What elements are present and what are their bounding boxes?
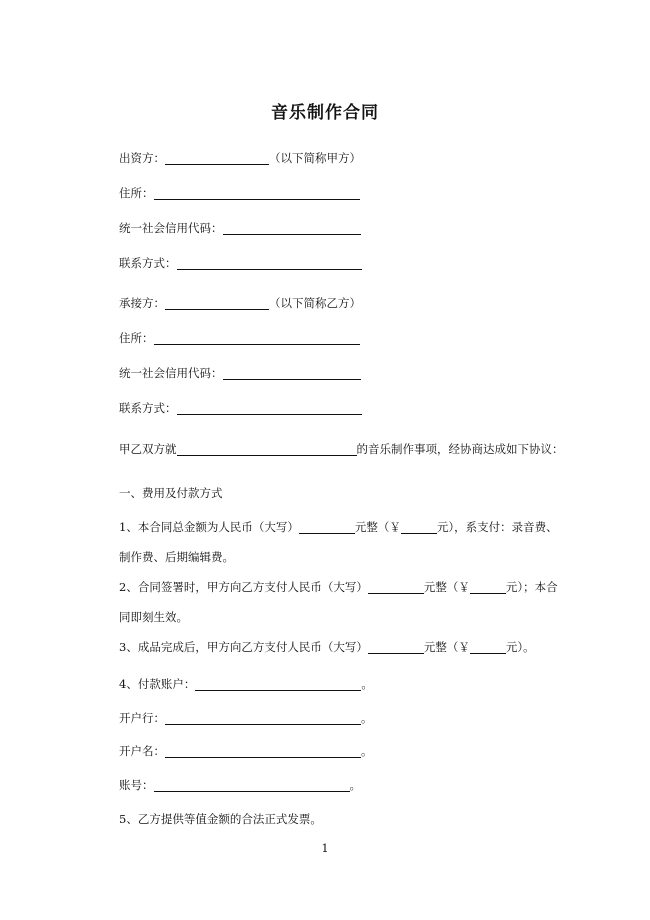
- bank-row: [119, 709, 373, 727]
- item-1-amount-words-field[interactable]: [299, 520, 355, 534]
- section-heading: 一、费用及付款方式: [119, 486, 223, 500]
- payment-account-label: 4、付款账户：: [119, 677, 196, 691]
- item-1-text-b: 元整（￥: [354, 520, 401, 534]
- item-3-text-b: 元整（￥: [423, 640, 470, 654]
- party-a-contact-label: 联系方式：: [119, 256, 177, 270]
- project-name-field[interactable]: [177, 442, 357, 456]
- party-b-address-label: 住所：: [119, 331, 154, 345]
- account-no-end: 。: [349, 778, 361, 792]
- party-b-address-row: [119, 329, 360, 347]
- item-3: [119, 638, 535, 656]
- party-b-name-label: 承接方：: [119, 296, 165, 310]
- item-2-text-a: 2、合同签署时，甲方向乙方支付人民币（大写）: [119, 580, 368, 594]
- account-name-label: 开户名：: [119, 744, 165, 758]
- agreement-prefix: 甲乙双方就: [119, 442, 177, 456]
- party-a-address-row: [119, 184, 360, 202]
- item-1-text-c: 元），系支付：录音费、: [436, 520, 558, 534]
- item-3-amount-words-field[interactable]: [368, 640, 424, 654]
- bank-label: 开户行：: [119, 711, 165, 725]
- account-no-label: 账号：: [119, 778, 154, 792]
- item-3-text-c: 元）。: [505, 640, 535, 654]
- item-3-amount-number-field[interactable]: [470, 640, 506, 654]
- party-a-credit-field[interactable]: [223, 221, 361, 235]
- party-b-name-field[interactable]: [165, 296, 269, 310]
- item-5: 5、乙方提供等值金额的合法正式发票。: [119, 812, 322, 826]
- item-3-text-a: 3、成品完成后，甲方向乙方支付人民币（大写）: [119, 640, 368, 654]
- account-name-row: [119, 742, 373, 760]
- party-a-address-label: 住所：: [119, 186, 154, 200]
- party-b-alias: （以下简称乙方）: [269, 296, 361, 310]
- item-2: [119, 572, 567, 632]
- payment-account-row: [119, 675, 373, 693]
- bank-end: 。: [361, 711, 373, 725]
- party-b-credit-row: [119, 364, 361, 382]
- party-b-contact-label: 联系方式：: [119, 401, 177, 415]
- party-a-credit-label: 统一社会信用代码：: [119, 221, 223, 235]
- page-number: 1: [321, 842, 329, 855]
- party-b-credit-field[interactable]: [223, 366, 361, 380]
- agreement-row: [119, 440, 564, 458]
- payment-account-end: 。: [361, 677, 373, 691]
- party-b-address-field[interactable]: [154, 331, 360, 345]
- contract-title: 音乐制作合同: [271, 103, 379, 123]
- party-b-contact-field[interactable]: [177, 401, 362, 415]
- item-1-text-a: 1、本合同总金额为人民币（大写）: [119, 520, 299, 534]
- party-a-name-label: 出资方：: [119, 151, 165, 165]
- account-no-field[interactable]: [154, 778, 350, 792]
- party-b-contact-row: [119, 399, 362, 417]
- payment-account-field[interactable]: [195, 677, 361, 691]
- item-1-amount-number-field[interactable]: [401, 520, 437, 534]
- agreement-suffix: 的音乐制作事项，经协商达成如下协议：: [356, 442, 564, 456]
- item-2-text-d: 合同即刻生效。: [119, 580, 558, 624]
- party-a-credit-row: [119, 219, 361, 237]
- party-a-name-row: [119, 149, 361, 167]
- party-a-contact-row: [119, 254, 362, 272]
- party-a-alias: （以下简称甲方）: [269, 151, 361, 165]
- bank-field[interactable]: [165, 711, 361, 725]
- item-2-amount-words-field[interactable]: [368, 580, 424, 594]
- item-1-text-d: 制作费、后期编辑费。: [119, 550, 234, 564]
- account-name-field[interactable]: [165, 744, 361, 758]
- item-1: [119, 512, 567, 572]
- party-b-credit-label: 统一社会信用代码：: [119, 366, 223, 380]
- item-2-text-c: 元）；本: [505, 580, 547, 594]
- party-a-contact-field[interactable]: [177, 256, 362, 270]
- party-a-address-field[interactable]: [154, 186, 360, 200]
- party-b-name-row: [119, 294, 361, 312]
- account-name-end: 。: [361, 744, 373, 758]
- item-2-amount-number-field[interactable]: [470, 580, 506, 594]
- party-a-name-field[interactable]: [165, 151, 269, 165]
- account-no-row: [119, 776, 361, 794]
- item-2-text-b: 元整（￥: [423, 580, 470, 594]
